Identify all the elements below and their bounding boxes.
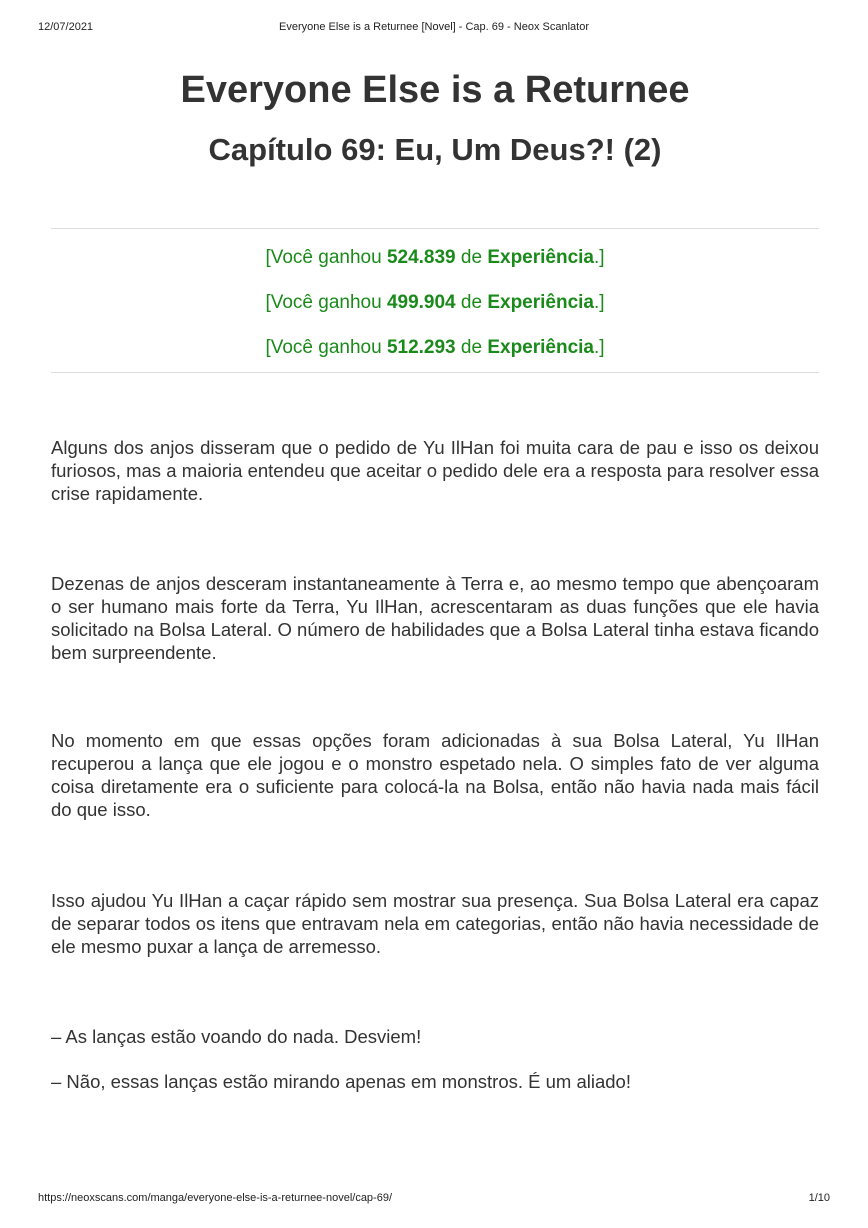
story-paragraph: No momento em que essas opções foram adicionadas à sua Bolsa Lateral, Yu IlHan recuperou a lança que ele jogou e o monstro espetado nela. O simples fato de ver alguma coisa diretamente era o suficiente para colocá-la na Bolsa, então não havia nada mais fácil do que isso. [51,730,819,820]
exp-message: [Você ganhou 512.293 de Experiência.] [265,337,605,358]
exp-amount: 524.839 [386,247,456,268]
dialogue-line: – As lanças estão voando do nada. Desviem! [51,1026,422,1047]
exp-amount: 512.293 [386,337,456,358]
exp-message: [Você ganhou 524.839 de Experiência.] [265,247,605,268]
print-header [38,21,830,35]
novel-title: Everyone Else is a Returnee [180,69,690,111]
exp-amount: 499.904 [386,292,456,313]
page-url: https://neoxscans.com/manga/everyone-else-is-a-returnee-novel/cap-69/ [38,1192,393,1204]
chapter-content [51,64,819,1093]
story-paragraph: Dezenas de anjos desceram instantaneamente à Terra e, ao mesmo tempo que abençoaram o ser humano mais forte da Terra, Yu IlHan, acrescentaram as duas funções que ele havia solicitado na Bolsa Lateral. O número de habilidades que a Bolsa Lateral tinha estava ficando bem surpreendente. [51,573,819,663]
exp-message: [Você ganhou 499.904 de Experiência.] [265,292,605,313]
dialogue-line: – Não, essas lanças estão mirando apenas em monstros. É um aliado! [51,1071,631,1092]
exp-label: Experiência [487,247,594,268]
exp-label: Experiência [487,337,594,358]
experience-notifications [51,229,819,372]
story-paragraph: Isso ajudou Yu IlHan a caçar rápido sem mostrar sua presença. Sua Bolsa Lateral era capaz de separar todos os itens que entravam nela em categorias, então não havia necessidade de ele mesmo puxar a lança de arremesso. [51,890,819,957]
story-paragraph: Alguns dos anjos disseram que o pedido de Yu IlHan foi muita cara de pau e isso os deixou furiosos, mas a maioria entendeu que aceitar o pedido dele era a resposta para resolver essa crise rapidamente. [51,437,819,504]
divider-bottom [51,372,819,373]
exp-label: Experiência [487,292,594,313]
print-document-title: Everyone Else is a Returnee [Novel] - Cap. 69 - Neox Scanlator [279,21,589,33]
print-footer [38,1192,830,1206]
chapter-title: Capítulo 69: Eu, Um Deus?! (2) [208,132,662,167]
page-number: 1/10 [808,1192,830,1204]
print-date: 12/07/2021 [38,21,94,33]
